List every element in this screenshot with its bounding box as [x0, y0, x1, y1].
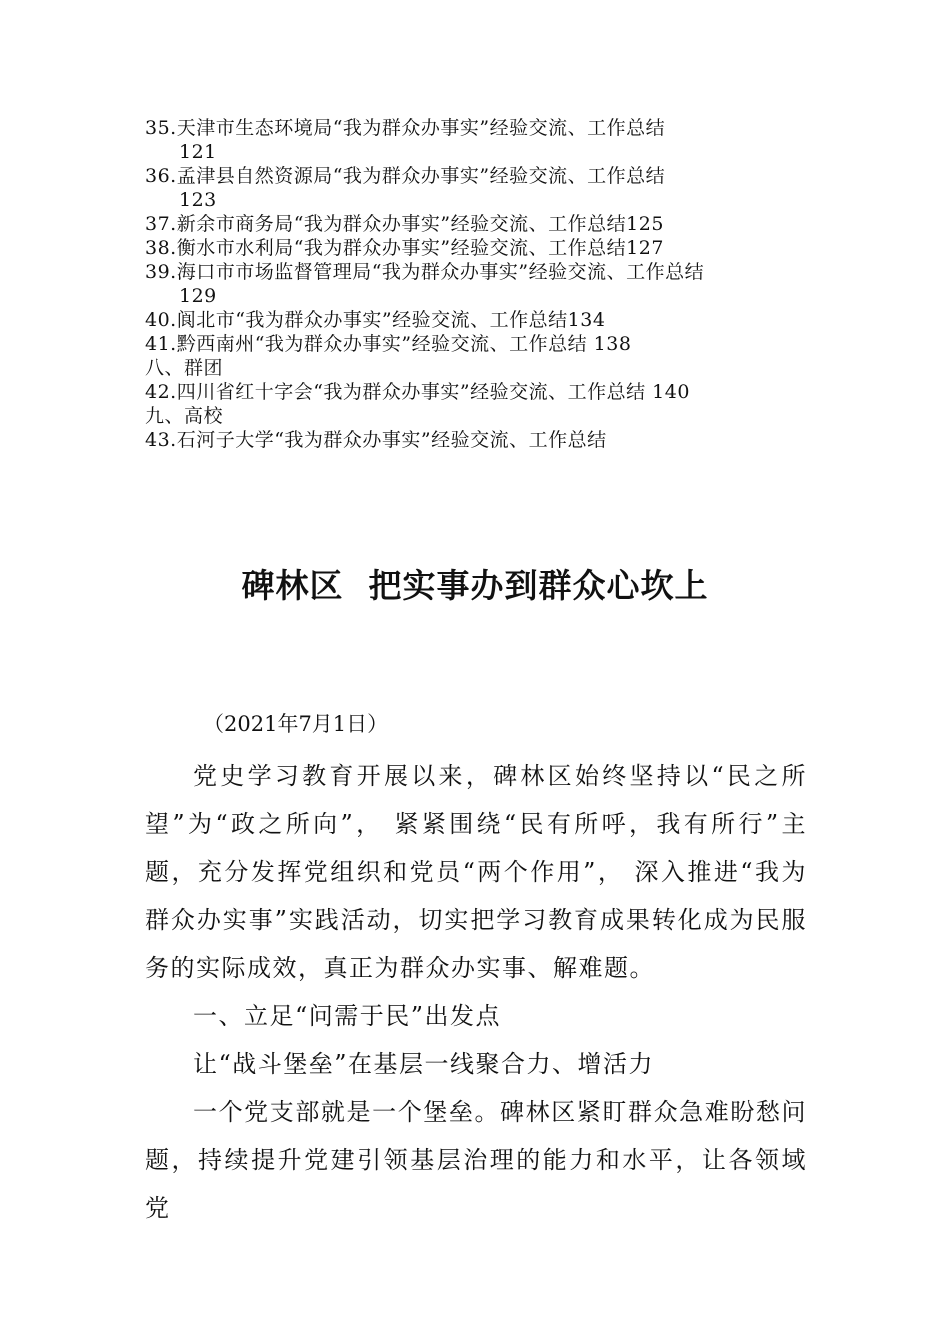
table-of-contents — [145, 116, 815, 452]
article-heading-1: 一、立足“问需于民”出发点 — [193, 1002, 502, 1030]
toc-item: 37.新余市商务局“我为群众办事实”经验交流、工作总结125 — [145, 213, 664, 235]
article-body — [145, 702, 807, 1232]
article-paragraph: 党史学习教育开展以来，碑林区始终坚持以“民之所望”为“政之所向”， 紧紧围绕“民有所呼，我有所行”主题，充分发挥党组织和党员“两个作用”， 深入推进“我为群众办实事”实践活动，切实把学习教育成果转化成为民服务的实际成效，真正为群众办实事、解难题。 — [145, 762, 807, 982]
toc-item: 43.石河子大学“我为群众办事实”经验交流、工作总结 — [145, 429, 607, 451]
toc-item: 42.四川省红十字会“我为群众办事实”经验交流、工作总结 140 — [145, 381, 690, 403]
toc-item: 35.天津市生态环境局“我为群众办事实”经验交流、工作总结 121 — [145, 117, 666, 163]
article-paragraph: 一个党支部就是一个堡垒。碑林区紧盯群众急难盼愁问题，持续提升党建引领基层治理的能力和水平，让各领域党 — [145, 1098, 807, 1222]
toc-item: 41.黔西南州“我为群众办事实”经验交流、工作总结 138 — [145, 333, 632, 355]
toc-section-heading: 九、高校 — [145, 405, 224, 427]
toc-item: 40.阆北市“我为群众办事实”经验交流、工作总结134 — [145, 309, 606, 331]
toc-item: 39.海口市市场监督管理局“我为群众办事实”经验交流、工作总结 129 — [145, 261, 705, 307]
toc-section-heading: 八、群团 — [145, 357, 224, 379]
article-date: （2021年7月1日） — [203, 712, 389, 736]
article-subheading: 让“战斗堡垒”在基层一线聚合力、增活力 — [193, 1050, 655, 1078]
toc-item: 38.衡水市水利局“我为群众办事实”经验交流、工作总结127 — [145, 237, 664, 259]
article-title: 碑林区 把实事办到群众心坎上 — [241, 566, 709, 605]
toc-item: 36.孟津县自然资源局“我为群众办事实”经验交流、工作总结 123 — [145, 165, 666, 211]
